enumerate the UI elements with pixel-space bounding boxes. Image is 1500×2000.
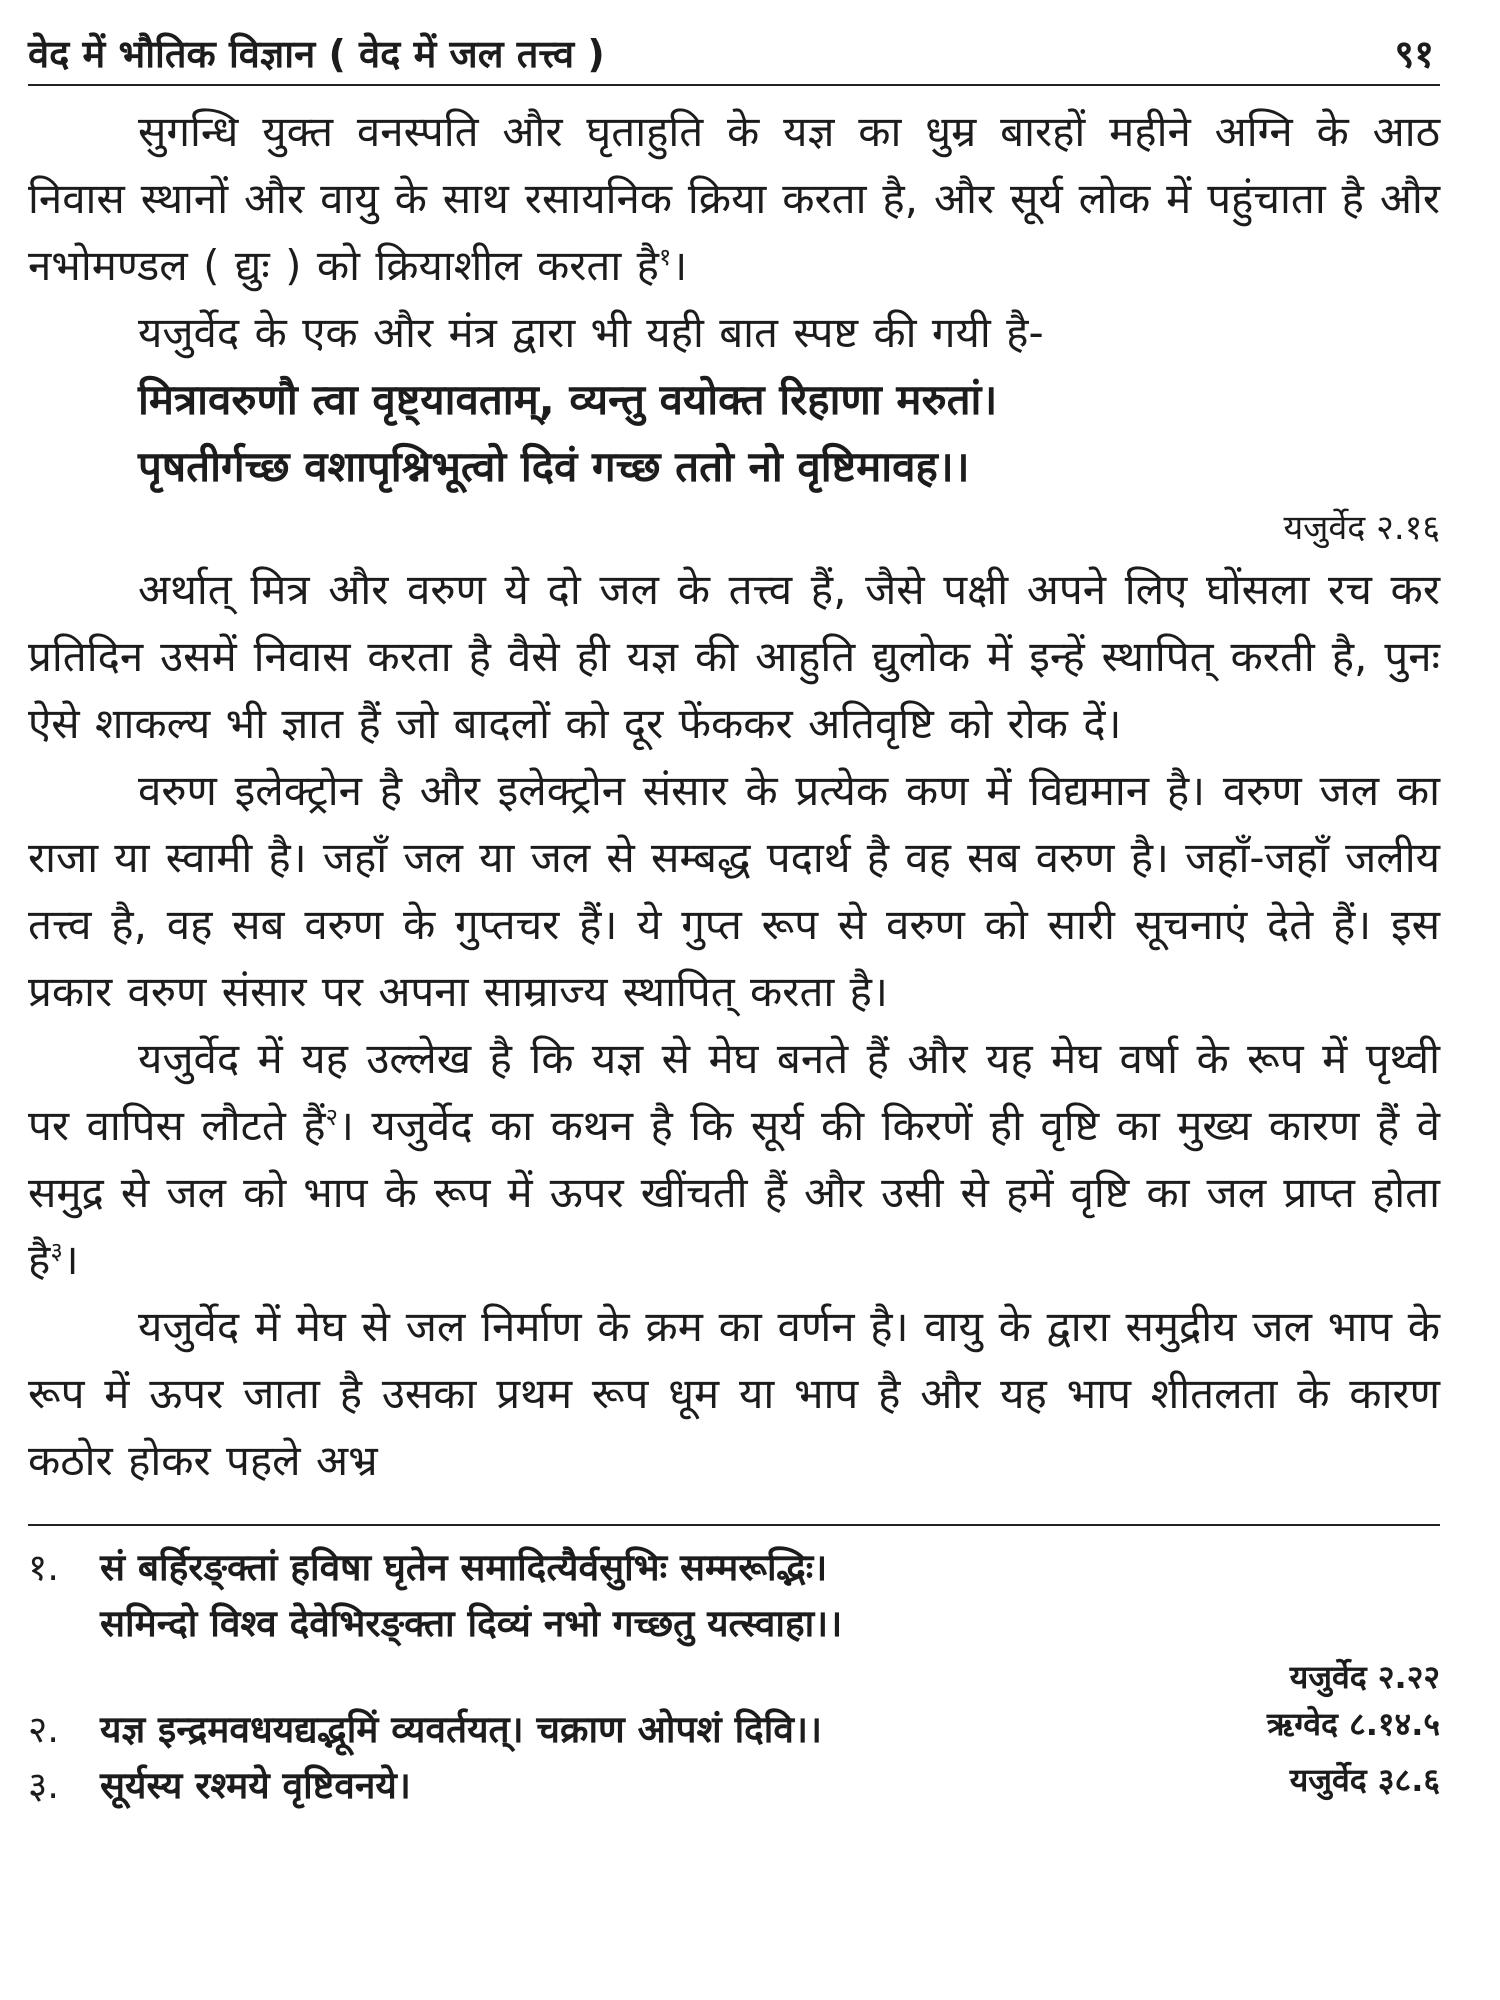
paragraph-6: यजुर्वेद में मेघ से जल निर्माण के क्रम का वर्णन है। वायु के द्वारा समुद्रीय जल भाप के रूप में ऊपर जाता है उसका प्रथम रूप धूम या भाप है और यह भाप शीतलता के कारण कठोर होकर पहले अभ्र [28,1302,1440,1485]
paragraph-5 [28,1025,1440,1293]
paragraph-1 [28,98,1440,299]
footnote-number: १. [28,1546,60,1589]
body-text [28,98,1440,1494]
running-header [28,30,1440,86]
running-title: वेद में भौतिक विज्ञान ( वेद में जल तत्त्व ) [28,32,605,76]
verse-source: यजुर्वेद २.१६ [1283,508,1440,548]
footnote-ref-1: १ [658,243,672,271]
paragraph-1-text: सुगन्धि युक्त वनस्पति और घृताहुति के यज्ञ का धुम्र बारहों महीने अग्नि के आठ निवास स्थानों और वायु के साथ रसायनिक क्रिया करता है, और सूर्य लोक में पहुंचाता है और नभोमण्डल ( द्युः ) को क्रियाशील करता है [28,107,1440,290]
paragraph-4: वरुण इलेक्ट्रोन है और इलेक्ट्रोन संसार के प्रत्येक कण में विद्यमान है। वरुण जल का राजा या स्वामी है। जहाँ जल या जल से सम्बद्ध पदार्थ है वह सब वरुण है। जहाँ-जहाँ जलीय तत्त्व है, वह सब वरुण के गुप्तचर हैं। ये गुप्त रूप से वरुण को सारी सूचनाएं देते हैं। इस प्रकार वरुण संसार पर अपना साम्राज्य स्थापित् करता है। [28,766,1440,1016]
footnote-ref-2: २ [325,1103,339,1131]
footnote-number: ३. [28,1764,60,1807]
paragraph-5-end: । [62,1235,79,1284]
paragraph-5-text-a: यजुर्वेद में यह उल्लेख है कि यज्ञ से मेघ बनते हैं और यह मेघ वर्षा के रूप में पृथ्वी पर वापिस लौटते हैं [28,1034,1440,1150]
paragraph-3: अर्थात् मित्र और वरुण ये दो जल के तत्त्व हैं, जैसे पक्षी अपने लिए घोंसला रच कर प्रतिदिन उसमें निवास करता है वैसे ही यज्ञ की आहुति द्युलोक में इन्हें स्थापित् करती है, पुनः ऐसे शाकल्य भी ज्ञात हैं जो बादलों को दूर फेंककर अतिवृष्टि को रोक दें। [28,565,1440,748]
footnote-2 [28,1702,1440,1758]
footnote-1 [28,1540,1440,1702]
footnote-source: ऋग्वेद ८.१४.५ [1266,1705,1440,1743]
footnote-source: यजुर्वेद २.२२ [1289,1658,1440,1696]
footnote-ref-3: ३ [50,1237,63,1265]
footnote-number: २. [28,1708,60,1751]
footnote-source: यजुर्वेद ३८.६ [1289,1761,1440,1799]
paragraph-5-text-b: । यजुर्वेद का कथन है कि सूर्य की किरणें ही वृष्टि का मुख्य कारण हैं वे समुद्र से जल को भाप के रूप में ऊपर खींचती हैं और उसी से हमें वृष्टि का जल प्राप्त होता है [28,1101,1440,1284]
verse-line-1: मित्रावरुणौ त्वा वृष्ट्यावताम्, व्यन्तु वयोक्त रिहाणा मरुतां। [138,375,998,424]
footnote-text: यज्ञ इन्द्रमवधयद्यद्भूमिं व्यवर्तयत्। चक्राण ओपशं दिवि।। [100,1708,823,1751]
footnote-divider [28,1524,1440,1526]
verse-line-2: पृषतीर्गच्छ वशापृश्निभूत्वो दिवं गच्छ ततो नो वृष्टिमावह।। [138,442,970,491]
footnotes [28,1540,1440,1814]
footnote-text: सं बर्हिरङ्क्तां हविषा घृतेन समादित्यैर्वसुभिः सम्मरूद्भिः। [100,1546,828,1589]
footnote-3 [28,1758,1440,1814]
paragraph-2: यजुर्वेद के एक और मंत्र द्वारा भी यही बात स्पष्ट की गयी है- [138,308,1044,357]
footnote-text-line-2: समिन्दो विश्व देवेभिरङ्क्ता दिव्यं नभो गच्छतु यत्स्वाहा।। [100,1602,843,1645]
paragraph-1-end: । [671,241,688,290]
page-number: ९१ [1394,32,1434,76]
footnote-text: सूर्यस्य रश्मये वृष्टिवनये। [100,1764,411,1807]
